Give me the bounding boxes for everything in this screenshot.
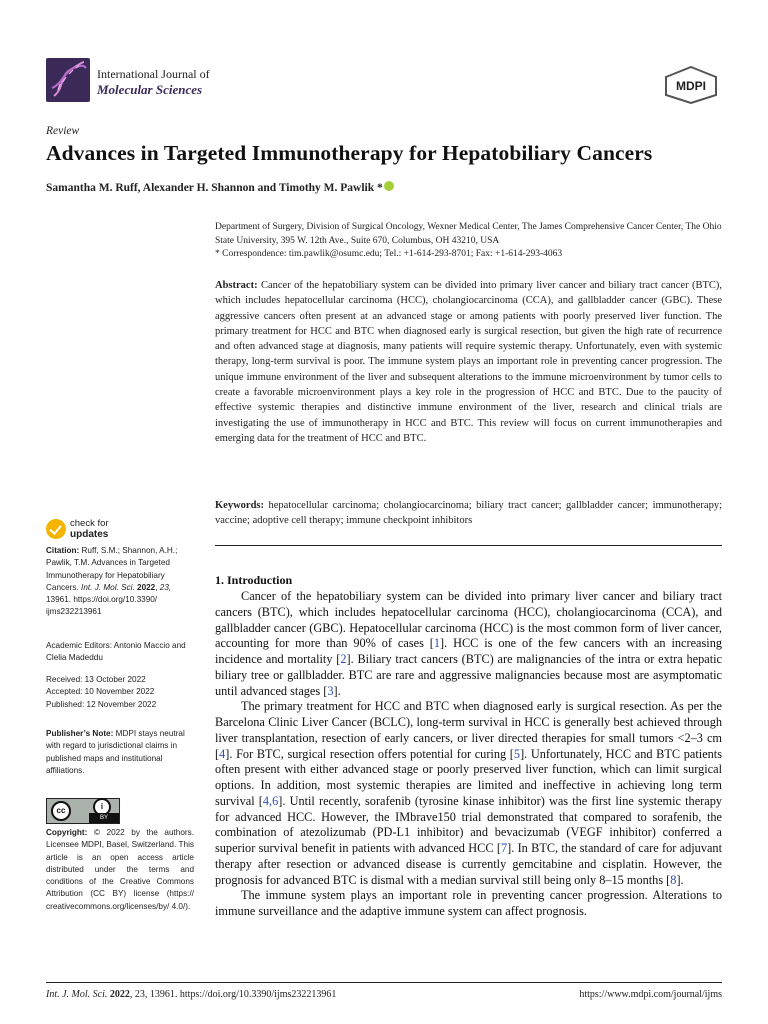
academic-editors: Academic Editors: Antonio Maccio and Clelia Madeddu (46, 641, 186, 663)
section-heading: 1. Introduction (215, 573, 293, 587)
reference-link[interactable]: 7 (500, 841, 508, 855)
journal-name-line1: International Journal of (97, 67, 210, 81)
paragraph-1 (215, 589, 722, 699)
journal-name-line2: Molecular Sciences (97, 82, 203, 97)
mdpi-logo-text: MDPI (676, 79, 706, 93)
text-run: ]. For BTC, surgical resection offers potential for curing [ (225, 746, 514, 761)
publisher-note-text: MDPI stays neutral with regard to jurisdictional claims in published maps and institutional affiliations. (46, 729, 185, 775)
copyright-block (46, 827, 194, 913)
reference-link[interactable]: 1 (433, 636, 441, 651)
copyright-label: Copyright: (46, 828, 88, 837)
publisher-note-label: Publisher’s Note: (46, 729, 114, 738)
accepted-date: Accepted: 10 November 2022 (46, 687, 155, 697)
reference-link[interactable]: 3 (327, 683, 334, 698)
copyright-text: © 2022 by the authors. Licensee MDPI, Basel, Switzerland. This article is an open access article distributed under the terms and conditions of the Creative Commons Attribution (CC BY) license (https:// creativecommons.org/licenses/by/ 4.0/). (46, 828, 194, 911)
keywords-text: hepatocellular carcinoma; cholangiocarcinoma; biliary tract cancer; gallbladder cancer; immunotherapy; vaccine; adoptive cell therapy; immune checkpoint inhibitors (215, 500, 723, 527)
text-run: ]. Until recently, sorafenib (tyrosine kinase inhibitor) was the first line systemic therapy for advanced HCC. However, the IMbrave150 trial demonstrated that compared to sorafenib, the combination of atezolizumab (PD-L1 inhibitor) and bevacizumab (VEGF inhibitor) conferred a superior survival benefit in patients with advanced HCC [ (215, 793, 722, 855)
correspondence: * Correspondence: tim.pawlik@osumc.edu; Tel.: +1-614-293-8701; Fax: +1-614-293-4063 (215, 249, 563, 259)
citation-journal: Int. J. Mol. Sci. (81, 582, 135, 592)
text-run: ]. In BTC, the standard of care for adjuvant therapy after resection or advanced disease is currently gemcitabine and cisplatin. However, the prognosis for advanced BTC is dismal with a median survival still being only 8–15 months [ (215, 841, 722, 887)
citation-doi[interactable]: 13961. https://doi.org/10.3390/ ijms232213961 (46, 595, 158, 617)
article-title: Advances in Targeted Immunotherapy for Hepatobiliary Cancers (46, 141, 653, 165)
citation-year: 2022 (137, 582, 156, 592)
paragraph-2 (215, 699, 722, 888)
cc-icon: cc (51, 801, 71, 821)
published-date: Published: 12 November 2022 (46, 699, 157, 709)
cc-by-label: BY (89, 813, 119, 823)
reference-link[interactable]: 4 (219, 746, 226, 761)
body-text (215, 589, 722, 920)
cc-by-license-badge[interactable] (46, 798, 120, 824)
footer-journal-url[interactable]: https://www.mdpi.com/journal/ijms (579, 989, 722, 1000)
reference-link[interactable]: 4,6 (262, 793, 279, 808)
check-updates-line1: check for (70, 518, 109, 529)
check-for-updates-button[interactable] (46, 517, 126, 541)
abstract (215, 278, 722, 446)
citation-label: Citation: (46, 546, 80, 555)
citation-text: Ruff, S.M.; Shannon, A.H.; Pawlik, T.M. Advances in Targeted Immunotherapy for Hepatobiliary Cancers. (46, 546, 178, 592)
affiliation-text: Department of Surgery, Division of Surgical Oncology, Wexner Medical Center, The James Comprehensive Cancer Center, The Ohio State University, 395 W. 12th Ave., Suite 670, Columbus, OH 43210, USA (215, 222, 722, 246)
author-list (46, 181, 394, 194)
citation-block: Citation: Ruff, S.M.; Shannon, A.H.; Pawlik, T.M. Advances in Targeted Immunotherapy for Hepatobiliary Cancers. Int. J. Mol. Sci. 2022, 23, 13961. https://doi.org/10.3390/ ijms232213961 (46, 546, 178, 617)
footer-year: 2022 (109, 989, 130, 1000)
check-updates-line2: updates (70, 529, 109, 540)
footer-divider (46, 982, 722, 983)
reference-link[interactable]: 5 (513, 746, 521, 761)
text-run: ]. Unfortunately, HCC and BTC patients often present with either advanced stage or poorly preserved liver function, which can limit surgical options. In addition, most systemic therapies are limited and ineffective in achieving long term survival [ (215, 746, 723, 808)
footer-citation (46, 989, 336, 1000)
section-divider (215, 545, 722, 546)
text-run: ]. Biliary tract cancers (BTC) are malignancies of the intra or extra hepatic biliary tree or gallbladder. BTC are rare and aggressive malignancies because most are asymptomatic until advanced stages [ (215, 652, 722, 698)
author-names: Samantha M. Ruff, Alexander H. Shannon and Timothy M. Pawlik * (46, 182, 383, 194)
text-run: Cancer of the hepatobiliary system can be divided into primary liver cancer and biliary tract cancers (BTC), which includes hepatocellular carcinoma (HCC), cholangiocarcinoma (CCA), and gallbladder cancer (GBC). Hepatocellular carcinoma (HCC) is the most common form of liver cancer, accounting for more than 90% of cases [ (215, 589, 722, 651)
reference-link[interactable]: 2 (340, 652, 347, 666)
affiliations (215, 221, 722, 262)
attribution-icon: i (93, 798, 111, 816)
mdpi-logo[interactable] (664, 66, 718, 104)
journal-logo (46, 58, 90, 102)
text-run: ]. (333, 683, 341, 698)
publication-dates (46, 674, 194, 711)
keywords-label: Keywords: (215, 500, 264, 511)
checkmark-icon (46, 519, 66, 539)
footer-doi[interactable]: , 23, 13961. https://doi.org/10.3390/ijms232213961 (129, 989, 337, 1000)
publisher-note (46, 728, 194, 777)
footer-journal: Int. J. Mol. Sci. (46, 989, 108, 1000)
keywords (215, 498, 722, 529)
dna-icon (46, 58, 90, 102)
abstract-text: Cancer of the hepatobiliary system can be divided into primary liver cancer and biliary tract cancer (BTC), which includes hepatocellular carcinoma (HCC), cholangiocarcinoma (CCA), and gallbladder cancer (GBC). These aggressive cancers often present at an advanced stage or among patients with poorly preserved liver function. The primary treatment for HCC and BTC when diagnosed early is surgical resection, but given the high rate of recurrence and often advanced stage at diagnosis, many patients will require systemic therapy. Unfortunately, even with systemic therapy, long-term survival is poor. The immune system plays an important role in preventing cancer progression. The unique immune environment of the liver and subsequent alterations to the immune microenvironment by tumor cells to create a favorable microenvironment plays a key role in the progression of HCC and BTC. Due to the paucity of effective systemic therapies and distinctive immune environment of the liver, research and clinical trials are investigating the use of immunotherapy in HCC and BTC. This review will focus on current immunotherapies and emerging data for the treatment of HCC and BTC. (215, 280, 723, 444)
text-run: The primary treatment for HCC and BTC when diagnosed early is surgical resection. As per the Barcelona Clinic Liver Cancer (BCLC), long-term survival in HCC is generally best achieved through liver transplantation, resection of early cancers, or liver directed therapies for small tumors <2–3 cm [ (215, 699, 722, 761)
received-date: Received: 13 October 2022 (46, 675, 146, 684)
article-type: Review (46, 125, 80, 137)
paragraph-3: The immune system plays an important role in preventing cancer progression. Alterations to immune surveillance and the adaptive immune system can affect prognosis. (215, 888, 722, 918)
orcid-icon[interactable] (384, 181, 394, 191)
text-run: ]. HCC is one of the few cancers with an increasing incidence and mortality [ (215, 636, 722, 666)
abstract-label: Abstract: (215, 280, 258, 291)
reference-link[interactable]: 8 (670, 872, 677, 887)
citation-volume: 23, (159, 582, 172, 592)
text-run: ]. (676, 872, 684, 887)
